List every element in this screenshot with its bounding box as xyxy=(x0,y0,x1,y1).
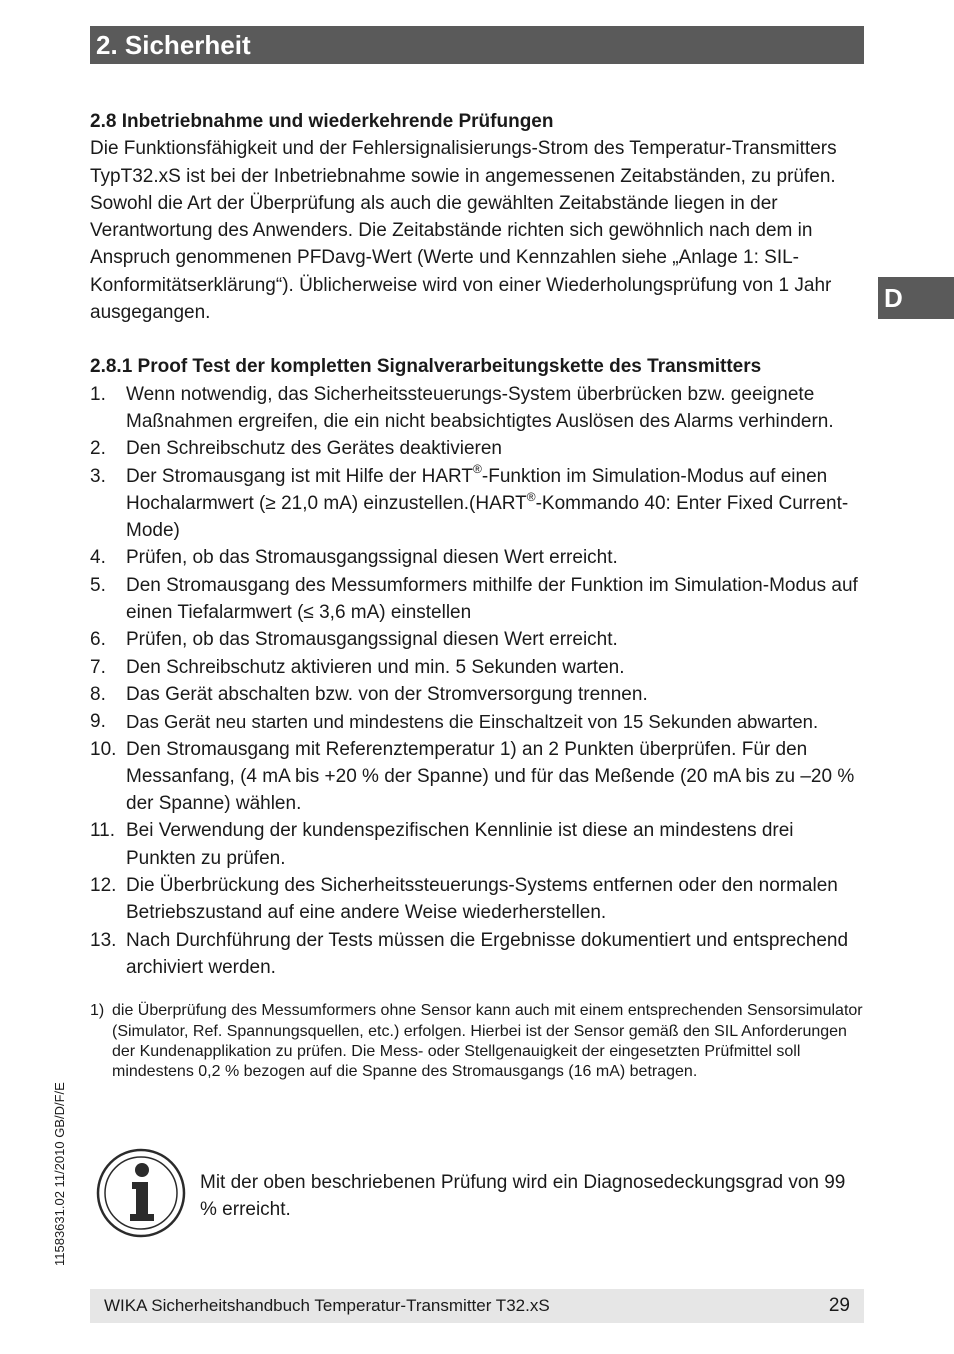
list-item xyxy=(90,817,864,872)
list-item xyxy=(90,381,864,436)
step-number: 7. xyxy=(90,656,106,678)
page-number: 29 xyxy=(828,1295,850,1316)
step-number: 5. xyxy=(90,574,106,596)
list-item xyxy=(90,463,864,545)
page-footer xyxy=(90,1289,864,1323)
footnote-mark: 1) xyxy=(90,1002,105,1020)
step-text: Den Schreibschutz aktivieren und min. 5 Sekunden warten. xyxy=(126,656,625,678)
step-number: 11. xyxy=(90,820,116,842)
list-item xyxy=(90,681,864,708)
section-header-bar xyxy=(90,26,864,64)
list-item xyxy=(90,572,864,627)
list-item xyxy=(90,435,864,462)
step-text: Bei Verwendung der kundenspezifischen Kennlinie ist diese an mindestens drei Punkten zu prüfen. xyxy=(126,820,794,869)
step-text: Den Schreibschutz des Gerätes deaktivieren xyxy=(126,438,502,460)
proof-test-steps xyxy=(90,381,864,982)
step-number: 10. xyxy=(90,738,117,760)
step-number: 4. xyxy=(90,547,106,569)
footnote xyxy=(90,1001,864,1083)
step-text: Das Gerät abschalten bzw. von der Stromversorgung trennen. xyxy=(126,683,648,705)
step-text: Nach Durchführung der Tests müssen die Ergebnisse dokumentiert und entsprechend archiviert werden. xyxy=(126,929,849,978)
registered-mark: ® xyxy=(473,462,482,477)
step-number: 3. xyxy=(90,465,106,487)
section-2-8-body: Die Funktionsfähigkeit und der Fehlersignalisierungs-Strom des Temperatur-Transmitters TypT32.xS ist bei der Inbetriebnahme sowie in angemessenen Zeitabständen, zu prüfen. Sowohl die Art der Überprüfung als auch die gewählten Zeitabstände liegen in der Verantwortung des Anwenders. Die Zeitabstände richten sich gewöhnlich nach dem in Anspruch genommenen PFDavg-Wert (Werte und Kennzahlen siehe „Anlage 1: SIL-Konformitätserklärung“). Üblicherweise wird von einer Wiederholungsprüfung von 1 Jahr ausgegangen. xyxy=(90,138,837,324)
step-number: 9. xyxy=(90,711,106,733)
info-note-text: Mit der oben beschriebenen Prüfung wird ein Diagnosedeckungsgrad von 99 % erreicht. xyxy=(200,1172,846,1221)
list-item xyxy=(90,626,864,653)
step-number: 13. xyxy=(90,929,117,951)
step-text: Das Gerät neu starten und mindestens die Einschaltzeit von 15 Sekunden abwarten. xyxy=(126,711,819,733)
section-2-8-heading: 2.8 Inbetriebnahme und wiederkehrende Prüfungen xyxy=(90,111,554,132)
step-number: 2. xyxy=(90,438,106,460)
info-note xyxy=(96,1148,864,1238)
step-number: 8. xyxy=(90,683,106,705)
list-item xyxy=(90,736,864,818)
step-number: 6. xyxy=(90,629,106,651)
section-2-8-1-heading: 2.8.1 Proof Test der kompletten Signalverarbeitungskette des Transmitters xyxy=(90,356,762,378)
list-item xyxy=(90,654,864,681)
step-text-part: -Funktion im Simulation-Modus auf einen Hochalarmwert (≥ 21,0 mA) einzustellen.(HART xyxy=(126,465,828,514)
list-item xyxy=(90,708,864,735)
step-text-part: Der Stromausgang ist mit Hilfe der HART xyxy=(126,465,474,487)
registered-mark: ® xyxy=(526,489,536,504)
language-tab: D xyxy=(878,277,954,319)
step-number: 12. xyxy=(90,875,117,897)
step-text: Wenn notwendig, das Sicherheitssteuerungs-System überbrücken bzw. geeignete Maßnahmen ergreifen, die ein nicht beabsichtigtes Auslösen des Alarms verhindern. xyxy=(126,383,834,432)
step-text: Prüfen, ob das Stromausgangssignal diesen Wert erreicht. xyxy=(126,547,618,569)
step-text: Den Stromausgang mit Referenztemperatur 1) an 2 Punkten überprüfen. Für den Messanfang, (4 mA bis +20 % der Spanne) und für das Meßende (20 mA bis zu –20 % der Spanne) wählen. xyxy=(126,738,855,815)
step-number: 1. xyxy=(90,383,106,405)
list-item xyxy=(90,872,864,927)
footnote-text: die Überprüfung des Messumformers ohne Sensor kann auch mit einem entsprechenden Sensorsimulator (Simulator, Ref. Spannungsquellen, etc.) erfolgen. Hierbei ist der Sensor gemäß den SIL Anforderungen der Kundenapplikation zu prüfen. Die Mess- oder Stellgenauigkeit der eingesetzten Prüfmittel soll mindestens 0,2 % bezogen auf die Spanne des Stromausgangs (16 mA) betragen. xyxy=(112,1002,863,1081)
document-code: 11583631.02 11/2010 GB/D/F/E xyxy=(52,1082,67,1266)
list-item xyxy=(90,544,864,571)
footer-title: WIKA Sicherheitshandbuch Temperatur-Transmitter T32.xS xyxy=(104,1296,550,1315)
step-text: Den Stromausgang des Messumformers mithilfe der Funktion im Simulation-Modus auf einen Tiefalarmwert (≤ 3,6 mA) einstellen xyxy=(126,574,858,624)
step-text-part: -Kommando 40: Enter Fixed Current-Mode) xyxy=(126,492,849,542)
page-content xyxy=(90,108,864,1083)
section-title: 2. Sicherheit xyxy=(96,30,251,60)
step-text xyxy=(126,463,864,545)
step-text: Die Überbrückung des Sicherheitssteuerungs-Systems entfernen oder den normalen Betriebszustand auf eine andere Weise wiederherstellen. xyxy=(126,875,838,924)
step-text: Prüfen, ob das Stromausgangssignal diesen Wert erreicht. xyxy=(126,629,618,651)
list-item xyxy=(90,927,864,982)
info-icon xyxy=(96,1148,186,1238)
